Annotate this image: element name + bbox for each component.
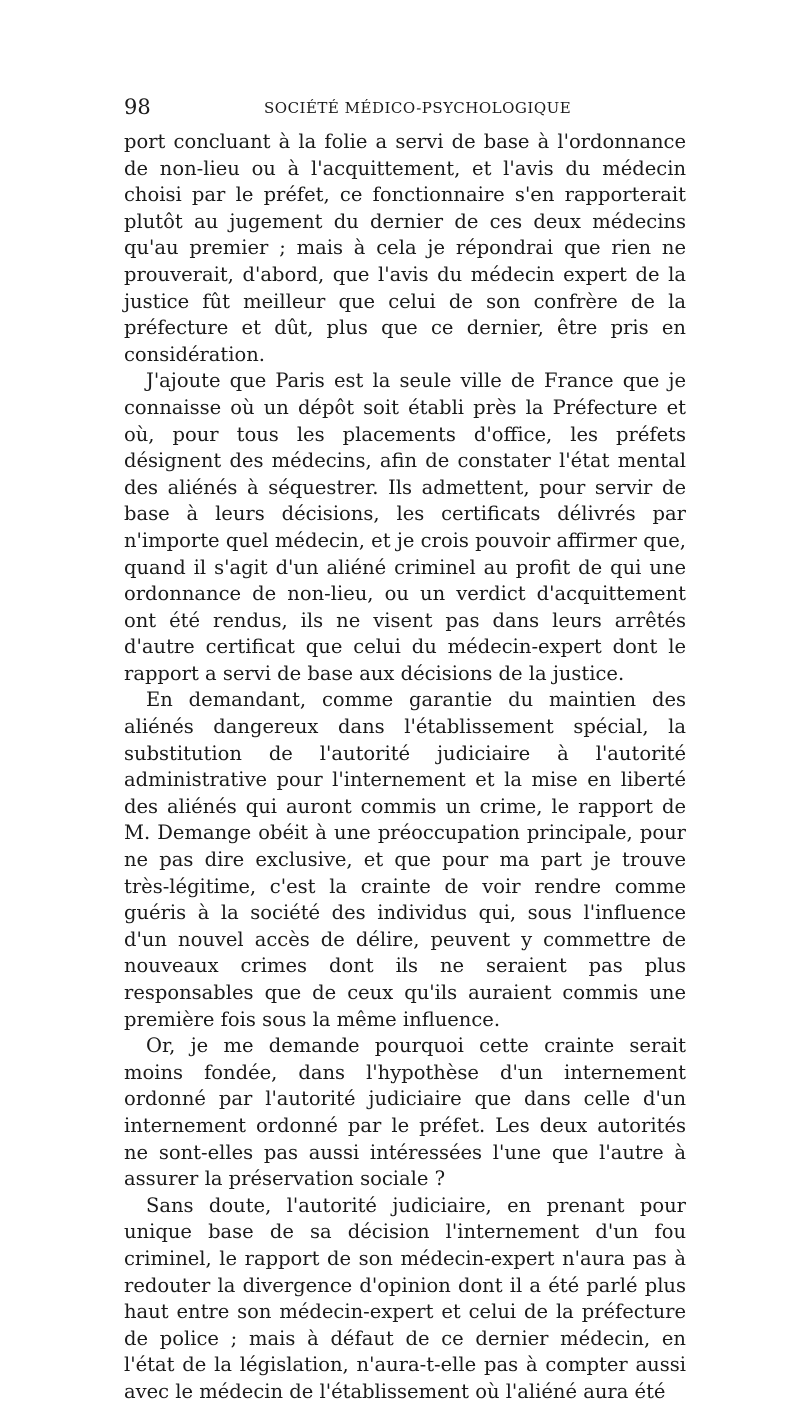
- paragraph-continued: port concluant à la folie a servi de base à l'ordonnance de non-lieu ou à l'acquittement, et l'avis du médecin choisi par le préfet, ce fonctionnaire s'en rapporterait plutôt au jugement du dernier de ces deux médecins qu'au premier ; mais à cela je répondrai que rien ne prouverait, d'abord, que l'avis du médecin expert de la justice fût meilleur que celui de son confrère de la préfecture et dût, plus que ce dernier, être pris en considération.: [124, 130, 686, 366]
- paragraph: En demandant, comme garantie du maintien des aliénés dangereux dans l'établissement spécial, la substitution de l'autorité judiciaire à l'autorité administrative pour l'internement et la mise en liberté des aliénés qui auront commis un crime, le rapport de M. Demange obéit à une préoccupation principale, pour ne pas dire exclusive, et que pour ma part je trouve très-légitime, c'est la crainte de voir rendre comme guéris à la société des individus qui, sous l'influence d'un nouvel accès de délire, peuvent y commettre de nouveaux crimes dont ils ne seraient pas plus responsables que de ceux qu'ils auraient commis une première fois sous la même influence.: [124, 688, 686, 1031]
- running-title: SOCIÉTÉ MÉDICO-PSYCHOLOGIQUE: [264, 99, 572, 117]
- page-number: 98: [124, 95, 151, 119]
- paragraph: Or, je me demande pourquoi cette crainte serait moins fondée, dans l'hypothèse d'un internement ordonné par l'autorité judiciaire que dans celle d'un internement ordonné par le préfet. Les deux autorités ne sont-elles pas aussi intéressées l'une que l'autre à assurer la préservation sociale ?: [124, 1034, 686, 1191]
- paragraph: Sans doute, l'autorité judiciaire, en prenant pour unique base de sa décision l'internement d'un fou criminel, le rapport de son médecin-expert n'aura pas à redouter la divergence d'opinion dont il a été parlé plus haut entre son médecin-expert et celui de la préfecture de police ; mais à défaut de ce dernier médecin, en l'état de la législation, n'aura-t-elle pas à compter aussi avec le médecin de l'établissement où l'aliéné aura été: [124, 1193, 686, 1403]
- body-text: [124, 129, 686, 1406]
- paragraph: J'ajoute que Paris est la seule ville de France que je connaisse où un dépôt soit établi près la Préfecture et où, pour tous les placements d'office, les préfets désignent des médecins, afin de constater l'état mental des aliénés à séquestrer. Ils admettent, pour servir de base à leurs décisions, les certificats délivrés par n'importe quel médecin, et je crois pouvoir affirmer que, quand il s'agit d'un aliéné criminel au profit de qui une ordonnance de non-lieu, ou un verdict d'acquittement ont été rendus, ils ne visent pas dans leurs arrêtés d'autre certificat que celui du médecin-expert dont le rapport a servi de base aux décisions de la justice.: [124, 369, 686, 685]
- page-header: [124, 95, 686, 125]
